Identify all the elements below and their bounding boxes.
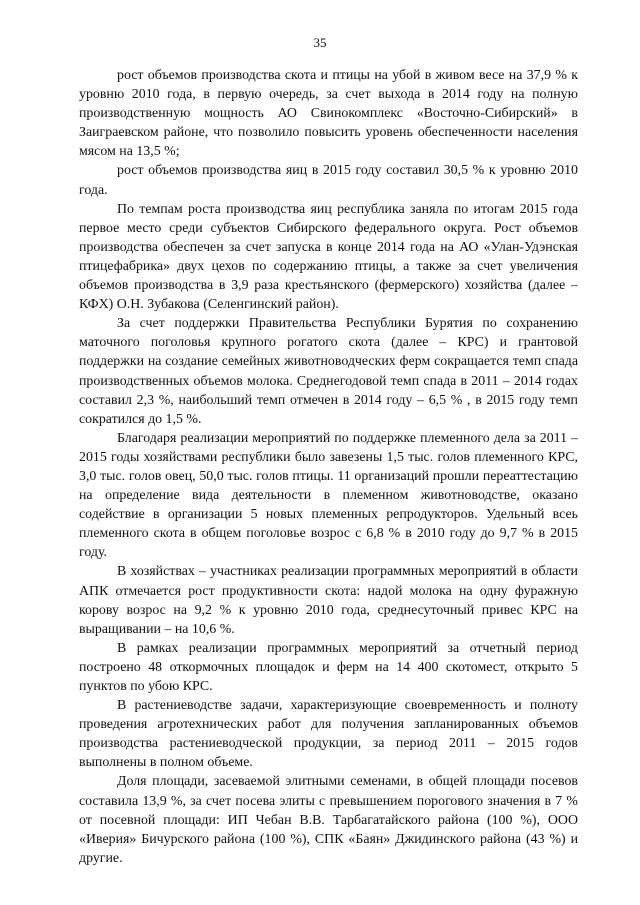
paragraph-9: Доля площади, засеваемой элитными семенами, в общей площади посевов составила 13,9 %, за счет посева элиты с превышением порогового значения в 7 % от посевной площади: ИП Чебан В.В. Тарбагатайского района (100 %), ООО «Иверия» Бичурского района (100 %), СПК «Баян» Джидинского района (43 %) и другие. xyxy=(79,774,578,866)
body-text xyxy=(79,66,578,868)
paragraph-3: По темпам роста производства яиц республика заняла по итогам 2015 года первое место среди субъектов Сибирского федерального округа. Рост объемов производства обеспечен за счет запуска в конце 2014 года на АО «Улан-Удэнская птицефабрика» двух цехов по содержанию птицы, а также за счет увеличения объемов производства в 3,9 раза крестьянского (фермерского) хозяйства (далее – КФХ) О.Н. Зубакова (Селенгинский район). xyxy=(79,201,578,313)
paragraph-8: В растениеводстве задачи, характеризующие своевременность и полноту проведения агротехнических работ для получения запланированных объемов производства растениеводческой продукции, за период 2011 – 2015 годов выполнены в полном объеме. xyxy=(79,698,578,771)
paragraph-2: рост объемов производства яиц в 2015 году составил 30,5 % к уровню 2010 года. xyxy=(79,163,578,198)
paragraph-6: В хозяйствах – участниках реализации программных мероприятий в области АПК отмечается рост продуктивности скота: надой молока на одну фуражную корову возрос на 9,2 % к уровню 2010 года, среднесуточный привес КРС на выращивании – на 10,6 %. xyxy=(79,564,578,637)
paragraph-1: рост объемов производства скота и птицы на убой в живом весе на 37,9 % к уровню 2010 года, в первую очередь, за счет выхода в 2014 году на полную производственную мощность АО Свинокомплекс «Восточно-Сибирский» в Заиграевском районе, что позволило повысить уровень обеспеченности населения мясом на 13,5 %; xyxy=(79,68,578,160)
paragraph-5: Благодаря реализации мероприятий по поддержке племенного дела за 2011 – 2015 годы хозяйствами республики было завезены 1,5 тыс. голов племенного КРС, 3,0 тыс. голов овец, 50,0 тыс. голов птицы. 11 организаций прошли переаттестацию на определение вида деятельности в племенном животноводстве, оказано содействие в организации 5 новых племенных репродукторов. Удельный всеь племенного скота в общем поголовье возрос с 6,8 % в 2010 году до 9,7 % в 2015 году. xyxy=(79,430,578,561)
paragraph-7: В рамках реализации программных мероприятий за отчетный период построено 48 откормочных площадок и ферм на 14 400 скотомест, открыто 5 пунктов по убою КРС. xyxy=(79,640,578,694)
paragraph-4: За счет поддержки Правительства Республики Бурятия по сохранению маточного поголовья крупного рогатого скота (далее – КРС) и грантовой поддержки на создание семейных животноводческих ферм сокращается темп спада производственных объемов молока. Среднегодовой темп спада в 2011 – 2014 годах составил 2,3 %, наибольший темп отмечен в 2014 году – 6,5 % , в 2015 году темп сократился до 1,5 %. xyxy=(79,316,578,427)
page-number: 35 xyxy=(313,35,327,50)
